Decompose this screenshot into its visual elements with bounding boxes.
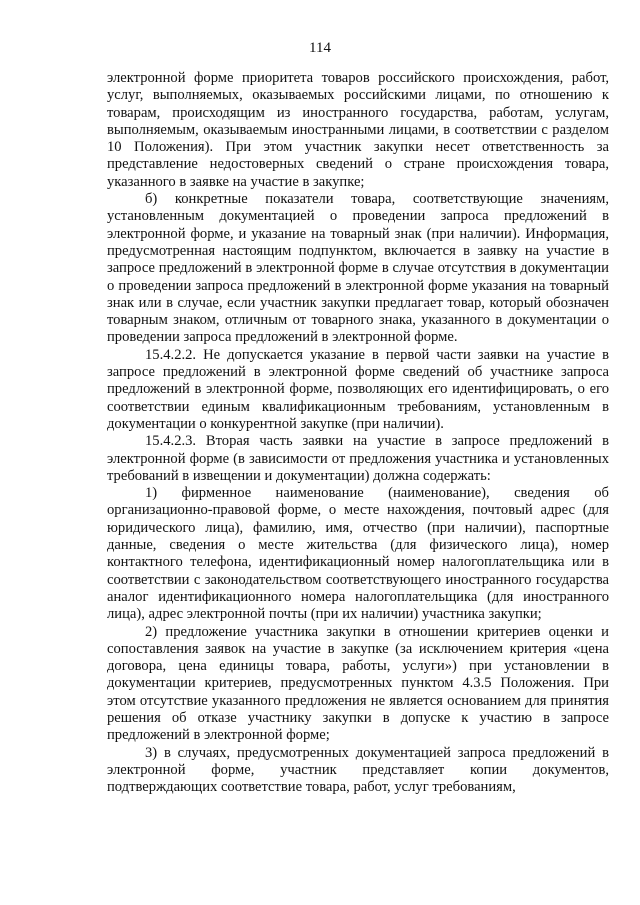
paragraph-15-4-2-2: 15.4.2.2. Не допускается указание в первой части заявки на участие в запросе предложений в электронной форме сведений об участнике запроса предложений в электронной форме, позволяющих его идентифицировать, о его соответствии единым квалификационным требованиям, установленным в документации о конкурентной закупке (при наличии). [107, 346, 609, 432]
paragraph-15-4-2-3: 15.4.2.3. Вторая часть заявки на участие в запросе предложений в электронной форме (в зависимости от предложения участника и установленных требований в извещении и документации) должна содержать: [107, 433, 609, 484]
paragraph-item-2: 2) предложение участника закупки в отношении критериев оценки и сопоставления заявок на участие в закупке (за исключением критерия «цена договора, цена единицы товара, работы, услуги») при установлении в документации критериев, предусмотренных пунктом 4.3.5 Положения. При этом отсутствие указанного предложения не является основанием для принятия решения об отказе участнику закупки в допуске к участию в запросе предложений в электронной форме; [107, 623, 609, 744]
paragraph-continuation: электронной форме приоритета товаров российского происхождения, работ, услуг, выполняемых, оказываемых российскими лицами, по отношению к товарам, происходящим из иностранного государства, работам, услугам, выполняемым, оказываемым иностранными лицами, в соответствии с разделом 10 Положения). При этом участник закупки несет ответственность за представление недостоверных сведений о стране происхождения товара, указанного в заявке на участие в закупке; [107, 70, 609, 190]
paragraph-subitem-b: б) конкретные показатели товара, соответствующие значениям, установленным документацией о проведении запроса предложений в электронной форме, и указание на товарный знак (при наличии). Информация, предусмотренная настоящим подпунктом, включается в заявку на участие в запросе предложений в электронной форме в случае отсутствия в документации о проведении запроса предложений в электронной форме указания на товарный знак или в случае, если участник закупки предлагает товар, который обозначен товарным знаком, отличным от товарного знака, указанного в документации о проведении запроса предложений в электронной форме. [107, 191, 609, 346]
paragraph-item-3: 3) в случаях, предусмотренных документацией запроса предложений в электронной форме, участник представляет копии документов, подтверждающих соответствие товара, работ, услуг требованиям, [107, 744, 609, 796]
page-number: 114 [309, 40, 331, 56]
paragraph-item-1: 1) фирменное наименование (наименование), сведения об организационно-правовой форме, о месте нахождения, почтовый адрес (для юридического лица), фамилию, имя, отчество (при наличии), паспортные данные, сведения о месте жительства (для физического лица), номер контактного телефона, идентификационный номер налогоплательщика или в соответствии с законодательством соответствующего иностранного государства аналог идентификационного номера налогоплательщика (для иностранного лица), адрес электронной почты (при их наличии) участника закупки; [107, 485, 609, 623]
document-body [107, 70, 609, 796]
